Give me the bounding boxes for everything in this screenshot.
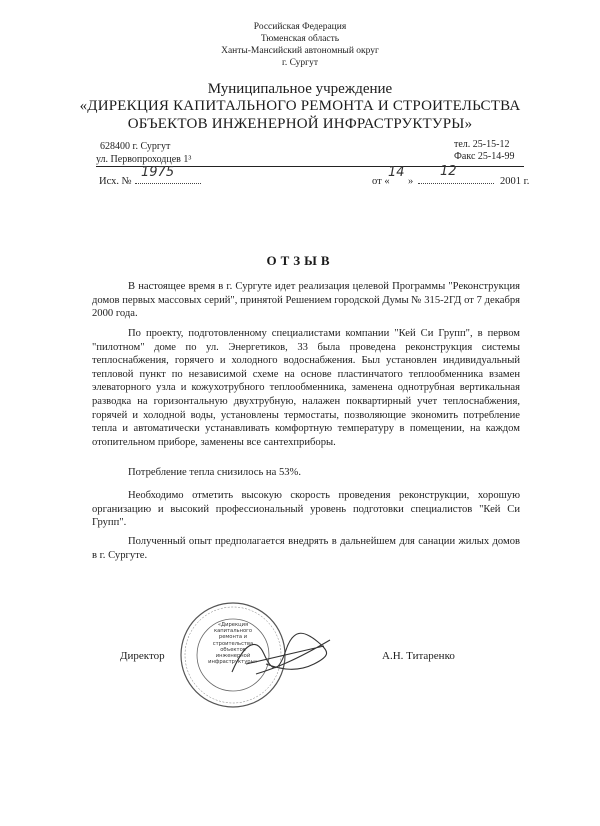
stamp-line: строительства <box>212 640 254 647</box>
document-title: ОТЗЫВ <box>266 253 334 268</box>
reference-month: 12 <box>440 164 457 179</box>
paragraph-3 <box>92 466 520 480</box>
org-type: Муниципальное учреждение <box>207 81 393 97</box>
paragraph-2 <box>92 327 520 449</box>
reference-day: 14 <box>388 165 405 180</box>
reference-label: Исх. № <box>99 176 132 187</box>
header-city: г. Сургут <box>282 58 318 68</box>
header-region: Тюменская область <box>260 34 340 44</box>
paragraph-2-text: По проекту, подготовленному специалистами компании "Кей Си Групп", в первом "пилотном" доме по ул. Энергетиков, 33 была проведена реконструкция системы теплоснабжения, горячего и холодного водоснабжения. Был установлен индивидуальный тепловой пункт по независимой схеме на основе пластинчатого теплообменника взамен элеваторного узла и кожухотрубного теплообменника, заменена однотрубная вертикальная разводка на горизонтальную двухтрубную, налажен поквартирный учет теплоснабжения, горячей и холодной воды, установлены термостаты, позволяющие экономить потребление тепла и автоматически устанавливать комфортную температуру в помещении, на каждом отопительном приборе, заменены все сантехприборы. <box>92 328 520 448</box>
org-name-line2: ОБЪЕКТОВ ИНЖЕНЕРНОЙ ИНФРАСТРУКТУРЫ» <box>127 116 473 132</box>
stamp-line: объектов <box>220 646 246 653</box>
contact-phone: тел. 25-15-12 <box>454 139 510 150</box>
stamp-line: инфраструктуры» <box>208 659 258 666</box>
stamp-line: капитального <box>213 628 253 635</box>
handwritten-signature <box>226 624 336 682</box>
address-line1: 628400 г. Сургут <box>100 141 171 152</box>
paragraph-5-text: Полученный опыт предполагается внедрять в дальнейшем для санации жилых домов в г. Сургуте. <box>92 536 520 561</box>
reference-year: 2001 г. <box>500 176 530 187</box>
reference-date-close: » <box>408 176 414 187</box>
reference-date-prefix: от « <box>372 176 390 187</box>
header-district: Ханты-Мансийский автономный округ <box>221 46 379 56</box>
paragraph-5 <box>92 535 520 562</box>
paragraph-1 <box>92 280 520 321</box>
org-name-line1: «ДИРЕКЦИЯ КАПИТАЛЬНОГО РЕМОНТА И СТРОИТЕЛЬСТВА <box>79 98 521 114</box>
signature-name: А.Н. Титаренко <box>382 650 455 662</box>
reference-number-underline <box>135 183 201 184</box>
paragraph-4-text: Необходимо отметить высокую скорость проведения реконструкции, хорошую организацию и высокий профессиональный уровень подготовки специалистов "Кей Си Групп". <box>92 490 520 529</box>
reference-number: 1975 <box>141 165 175 180</box>
header-country: Российская Федерация <box>253 22 347 32</box>
contact-fax: Факс 25-14-99 <box>454 151 515 162</box>
stamp-line: ремонта и <box>218 634 248 641</box>
address-line2: ул. Первопроходцев 1³ <box>96 154 192 165</box>
paragraph-1-text: В настоящее время в г. Сургуте идет реализация целевой Программы "Реконструкция домов первых массовых серий", принятой Решением городской Думы № 315-2ГД от 7 декабря 2000 года. <box>92 281 520 320</box>
reference-month-underline <box>418 183 494 184</box>
stamp-line: «Дирекция <box>217 622 249 628</box>
paragraph-3-text: Потребление тепла снизилось на 53%. <box>128 467 302 478</box>
signature-position: Директор <box>120 650 165 662</box>
stamp-line: инженерной <box>215 653 251 660</box>
paragraph-4 <box>92 489 520 530</box>
